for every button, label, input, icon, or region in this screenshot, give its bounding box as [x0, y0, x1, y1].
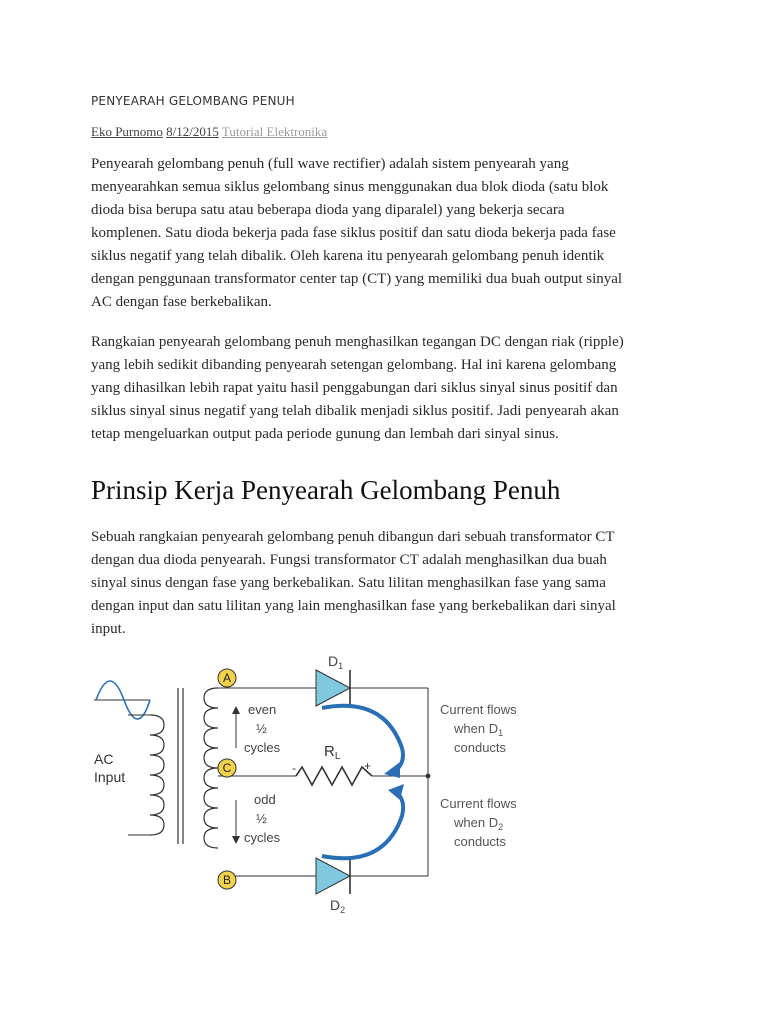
resistor-rl: [296, 767, 372, 785]
svg-text:when D2: when $D_2$: [454, 815, 504, 832]
svg-text:odd: odd: [254, 792, 276, 807]
diode-d1: [316, 670, 350, 706]
svg-text:when D1: when $D_1$: [454, 721, 504, 738]
svg-text:cycles: cycles: [244, 740, 281, 755]
svg-text:½: ½: [256, 721, 267, 736]
svg-text:cycles: cycles: [244, 830, 281, 845]
section-heading: Prinsip Kerja Penyearah Gelombang Penuh: [91, 475, 561, 505]
svg-text:C: C: [222, 761, 232, 775]
current-arrow-d2: [322, 792, 403, 858]
svg-text:AC: AC: [94, 751, 114, 767]
svg-text:A: A: [222, 671, 232, 685]
paragraph-principle: Sebuah rangkaian penyearah gelombang penuh dibangun dari sebuah transformator CT dengan dua dioda penyearah. Fungsi transformator CT adalah menghasilkan dua buah sinyal sinus dengan fase yang berkebalikan. Satu lilitan menghasilkan fase yang sama dengan input dan satu lilitan yang lain menghasilkan fase yang berkebalikan dari sinyal input.: [91, 529, 616, 637]
svg-text:D1: $D_1$: [328, 653, 344, 671]
svg-text:even: even: [248, 702, 277, 717]
diode-d2: [316, 858, 350, 894]
author-link[interactable]: Eko Purnomo: [91, 124, 163, 139]
primary-coil: [150, 715, 164, 835]
svg-text:RL: $R_L$: [324, 743, 341, 762]
svg-text:D2: $D_2$: [330, 897, 346, 915]
svg-text:Input: Input: [94, 769, 126, 785]
article-meta: [91, 124, 327, 140]
secondary-coil: [204, 688, 218, 848]
svg-text:conducts: conducts: [454, 834, 507, 849]
svg-text:+: +: [364, 759, 372, 773]
current-arrow-d1: [322, 706, 403, 772]
paragraph-ripple: Rangkaian penyearah gelombang penuh menghasilkan tegangan DC dengan riak (ripple) yang lebih sedikit dibanding penyearah setengan gelombang. Hal ini karena gelombang yang dihasilkan lebih rapat yaitu hasil penggabungan dari siklus sinyal sinus positif dan siklus sinyal sinus negatif yang telah dibalik menjadi siklus positif. Jadi penyearah akan tetap mengeluarkan output pada periode gunung dan lembah dari sinyal sinus.: [91, 334, 624, 442]
svg-text:conducts: conducts: [454, 740, 507, 755]
svg-text:½: ½: [256, 811, 267, 826]
paragraph-intro: Penyearah gelombang penuh (full wave rectifier) adalah sistem penyearah yang menyearahkan semua siklus gelombang sinus menggunakan dua blok dioda (satu blok dioda bisa berupa satu atau beberapa dioda yang diparalel) yang bekerja secara komplenen. Satu dioda bekerja pada fase siklus positif dan satu dioda bekerja pada fase siklus negatif yang telah dibalik. Oleh karena itu penyearah gelombang penuh identik dengan penggunaan transformator center tap (CT) yang memiliki dua buah output sinyal AC dengan fase berkebalikan.: [91, 156, 623, 310]
svg-text:Current flows: Current flows: [440, 702, 517, 717]
svg-text:Current flows: Current flows: [440, 796, 517, 811]
date-link[interactable]: 8/12/2015: [166, 124, 219, 139]
category-link[interactable]: Tutorial Elektronika: [221, 124, 328, 139]
article-kicker: PENYEARAH GELOMBANG PENUH: [91, 94, 295, 108]
svg-text:B: B: [222, 873, 232, 887]
svg-text:-: -: [292, 761, 296, 775]
full-wave-rectifier-diagram: [88, 648, 548, 918]
